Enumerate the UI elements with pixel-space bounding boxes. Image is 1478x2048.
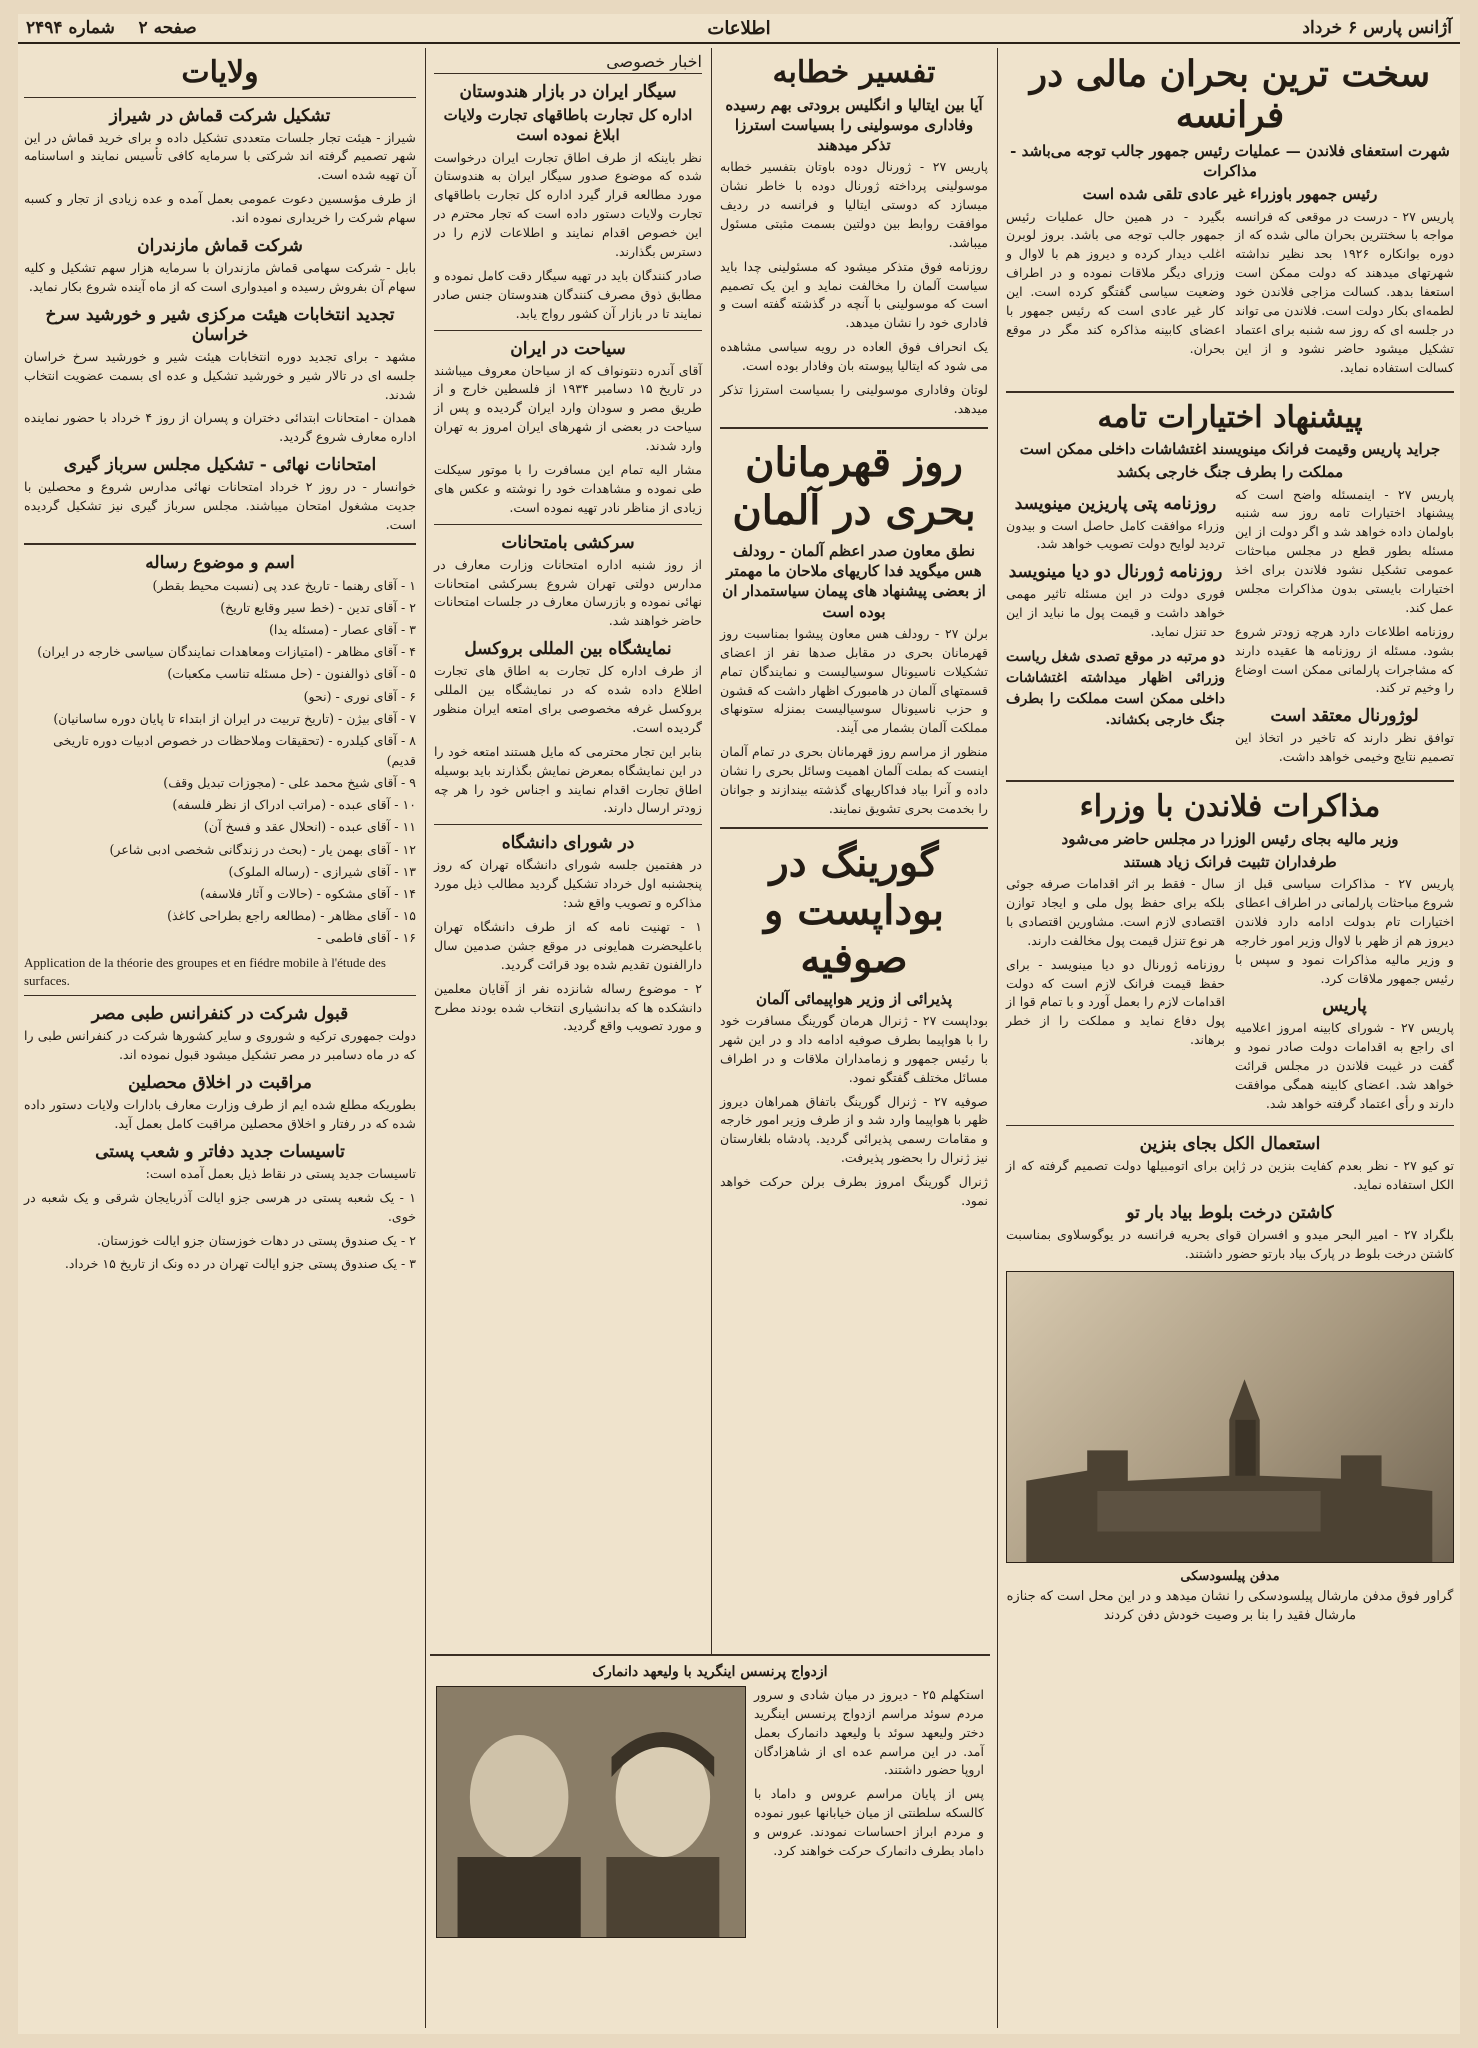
section-private-news: اخبار خصوصی bbox=[434, 52, 702, 74]
headline-theses: اسم و موضوع رساله bbox=[145, 552, 295, 573]
subhead: جراید پاریس وقیمت فرانک مینویسند اغتشاشات داخلی ممکن است bbox=[1019, 440, 1441, 459]
subhead: شهرت استعفای فلاندن — عملیات رئیس جمهور جالب توجه می‌باشد - مذاکرات bbox=[1010, 141, 1450, 181]
headline-france-crisis: سخت ترین بحران مالی در فرانسه bbox=[1029, 53, 1431, 137]
paragraph: توافق نظر دارند که تاخیر در اتخاذ این تصمیم نتایج وخیمی خواهد داشت. bbox=[1235, 730, 1454, 765]
paragraph: ۲ - یک صندوق پستی در دهات خوزستان جزو ایالت خوزستان. bbox=[97, 1232, 416, 1248]
castle-illustration bbox=[1006, 1359, 1453, 1562]
paragraph: بوداپست ۲۷ - ژنرال هرمان گورینگ مسافرت خود را با هواپیما بطرف صوفیه ادامه داد و در این شهر با رئیس جمهور و زمامداران ملاقات و در اطراف مسائل مختلف گفتگو نمود. bbox=[720, 1012, 988, 1085]
paragraph: استکهلم ۲۵ - دیروز در میان شادی و سرور مردم سوئد مراسم ازدواج پرنسس اینگرید دختر ولیعهد سوئد با ولیعهد دانمارک بعمل آمد. در این مراسم عده ای از شاهزادگان اروپا حضور داشتند. bbox=[754, 1686, 984, 1778]
masthead-title: اطلاعات bbox=[707, 17, 771, 39]
paragraph: روزنامه فوق متذکر میشود که مسئولینی چدا باید سیاست آلمان را مخالفت نماید و این یک تصمیم است که موسولینی با آنچه در گذشته گفته است و فاداری خود را نشان میدهد. bbox=[720, 258, 988, 331]
paragraph: تو کیو ۲۷ - نظر بعدم کفایت بنزین در ژاپن برای اتومبیلها دولت تصمیم گرفته که از الکل استفاده نماید. bbox=[1006, 1157, 1454, 1192]
headline-student-conduct: مراقبت در اخلاق محصلین bbox=[128, 1073, 312, 1094]
list-item: ۶ - آقای نوری - (نحو) bbox=[303, 688, 416, 704]
divider bbox=[434, 824, 702, 825]
divider bbox=[720, 827, 988, 829]
paragraph: برلن ۲۷ - رودلف هس معاون پیشوا بمناسبت روز قهرمانان بحری در مقابل صدها نفر از اعضای تشکیلات ناسیونال سوسیالیست و نمایندگان تمام قسمتهای آلمان در هامبورک اظهار داشت که قشون و حزب ناسیونال سوسیالیست بمنزله ستونهای مملکت آلمان بشمار می آیند. bbox=[720, 625, 988, 736]
list-item: ۱۶ - آقای فاطمی - bbox=[317, 930, 416, 946]
masthead bbox=[18, 14, 1460, 44]
divider bbox=[720, 427, 988, 429]
divider bbox=[24, 543, 416, 545]
list-item: ۷ - آقای بیژن - (تاریخ تربیت در ایران از ابتداء تا پایان دوره ساسانیان) bbox=[53, 710, 416, 726]
subhead: پذیرائی از وزیر هواپیمائی آلمان bbox=[755, 989, 953, 1008]
wedding-box bbox=[430, 1654, 990, 2030]
paragraph: بگیرد - در همین حال عملیات رئیس جمهور جالب توجه می باشد. بروز لوبرن اغلب دیدار کرده و دیروز هم با لاوال و وزرای دیگر ملاقات نموده و در اطراف وضعیت سیاسی گفتگو کرده است. این کار غیر عادی است که رئیس جمهور با اعضای کابینه مذاکره کند مگر در موقع بحران. bbox=[1006, 208, 1225, 356]
photo-caption: گراور فوق مدفن مارشال پیلسودسکی را نشان میدهد و در این محل است که جنازه مارشال فقید را بنا بر وصیت خودش دفن کردند bbox=[1006, 1588, 1454, 1624]
paragraph: از طرف مؤسسین دعوت عمومی بعمل آمده و عده زیادی از تجار و کسبه سهام شرکت را خریداری نموده اند. bbox=[24, 191, 416, 226]
paragraph: پاریس ۲۷ - ژورنال دوده باوتان بتفسیر خطابه موسولینی پرداخته ژورنال دوده با خاطر نشان میسازد که دوستی ایتالیا و فرانسه در ردیف موافقت روابط بین دولتین بسمت مثبتی مسئول میباشد. bbox=[720, 159, 988, 250]
column-rule bbox=[425, 48, 426, 2028]
headline-medical-conference: قبول شرکت در کنفرانس طبی مصر bbox=[91, 1004, 349, 1025]
masthead-issue: شماره ۲۴۹۴ bbox=[26, 18, 115, 38]
headline-red-lion: تجدید انتخابات هیئت مرکزی شیر و خورشید سرخ خراسان bbox=[45, 304, 395, 345]
paragraph: بطوریکه مطلع شده ایم از طرف وزارت معارف بادارات ولایات دستور داده شده که در رفتار و اخلاق محصلین مراقبت کامل بعمل آید. bbox=[24, 1097, 416, 1132]
article-body bbox=[1006, 875, 1454, 1119]
headline-flandin-ministers: مذاکرات فلاندن با وزراء bbox=[1079, 789, 1381, 825]
divider bbox=[1006, 391, 1454, 393]
list-item: ۵ - آقای ذوالفنون - (حل مسئله تناسب مکعبات) bbox=[167, 666, 416, 682]
paragraph: یک انحراف فوق العاده در رویه سیاسی مشاهده می شود که ایتالیا پیوسته بان وفادار بوده است. bbox=[720, 339, 988, 374]
bold-quote: دو مرتبه در موقع تصدی شغل ریاست وزرائی اظهار میداشته اغتشاشات داخلی ممکن است مملکت را بطرف جنگ خارجی بکشاند. bbox=[1006, 649, 1225, 728]
paragraph: آقای آندره دنتونواف که از سیاحان معروف میباشند در تاریخ ۱۵ دسامبر ۱۹۳۴ از فلسطین خارج و از طریق مصر و سودان وارد ایران گردیده و پس از سیاحت در بعضی از شهرهای ایران امروز به تهران وارد شدند. bbox=[434, 362, 703, 454]
paragraph: از روز شنبه اداره امتحانات وزارت معارف در مدارس دولتی تهران شروع بسرکشی امتحانات نهائی نموده و بازرسان معارف در جلسات امتحانات حاضر خواهند شد. bbox=[434, 556, 702, 629]
headline-alcohol: استعمال الکل بجای بنزین bbox=[1139, 1133, 1321, 1154]
paragraph: از طرف اداره کل تجارت به اطاق های تجارت اطلاع داده شده که در نمایشگاه بین المللی بروکسل غرفه مخصوصی برای امتعه ایران منظور گردیده است. bbox=[434, 663, 702, 735]
paragraph: بنابر این تجار محترمی که مایل هستند امتعه خود را در این نمایشگاه بمعرض نمایش بگذارند باید بوسیله اطاق تجارت اقدام نمایند و اجناس خود را هر چه زودتر ارسال دارند. bbox=[434, 743, 702, 816]
paragraph: پاریس ۲۷ - شورای کابینه امروز اعلامیه ای راجع به اقدامات دولت صادر نمود و گفت در غیبت فلاندن در مجلس قرائت خواهد شد. اعضای کابینه همگی موافقت دارند و رأی اعتماد گرفته خواهد شد. bbox=[1235, 1020, 1454, 1112]
headline-exams: سرکشی بامتحانات bbox=[501, 532, 635, 553]
paragraph: خوانسار - در روز ۲ خرداد امتحانات نهائی مدارس شروع و محصلین با جدیت مشغول امتحان میباشند. مجلس سرباز گیری نیز تشکیل گردیده است. bbox=[24, 479, 416, 532]
list-item: ۱۱ - آقای عبده - (انحلال عقد و فسخ آن) bbox=[203, 819, 416, 835]
column-provinces bbox=[18, 48, 422, 2028]
paragraph: تاسیسات جدید پستی در نقاط ذیل بعمل آمده است: bbox=[145, 1165, 416, 1181]
portrait-illustration bbox=[437, 1687, 745, 1937]
paragraph: همدان - امتحانات ابتدائی دختران و پسران از روز ۴ خرداد با حضور نماینده اداره معارف شروع گردید. bbox=[24, 410, 416, 445]
paragraph: روزنامه ژورنال دو دیا مینویسد - برای حفظ قیمت فرانک لازم است که دولت اقدامات لازم را بعمل آورد و با تمام قوا از پول دفاع نماید و مملکت را از خطر برهاند. bbox=[1006, 956, 1225, 1048]
subhead: اداره کل تجارت باطاقهای تجارت ولایات ابلاغ نموده است bbox=[443, 106, 693, 145]
headline-mazandaran: شرکت قماش مازندران bbox=[137, 235, 303, 256]
paragraph: ۱ - یک شعبه پستی در هرسی جزو ایالت آذربایجان شرقی و یک شعبه در خوی. bbox=[24, 1189, 416, 1224]
paragraph: بابل - شرکت سهامی قماش مازندران با سرمایه هزار سهم تشکیل و کلیه سهام آن بفروش رسیده و امیدواری است که از ماه آینده شروع بکار نماید. bbox=[24, 259, 416, 294]
list-item: ۱۴ - آقای مشکوه - (حالات و آثار فلاسفه) bbox=[199, 885, 416, 901]
paragraph: بلگراد ۲۷ - امیر البحر میدو و افسران قوای بحریه فرانسه در یوگوسلاوی بمناسبت کاشتن درخت بلوط در پارک بیاد بارتو حضور داشتند. bbox=[1006, 1226, 1454, 1261]
article-body bbox=[1006, 486, 1454, 773]
subheading: روزنامه پتی پاریزین مینویسد bbox=[1014, 493, 1217, 514]
paragraph: فوری دولت در این مسئله تاثیر مهمی خواهد داشت و قیمت پول ما نباید از این حد تنزل نماید. bbox=[1006, 586, 1225, 640]
masthead-page: صفحه ۲ bbox=[138, 18, 197, 38]
paragraph: در هفتمین جلسه شورای دانشگاه تهران که روز پنجشنبه اول خرداد تشکیل گردید مطالب ذیل مورد مذاکره و تصویب واقع شد: bbox=[434, 857, 702, 911]
paragraph: پاریس ۲۷ - اینمسئله واضح است که پیشنهاد اختیارات تامه روز سه شنبه باولمان داده خواهد شد و اگر دولت از این مسئله بطور قطع در مجلس مباحثات عمومی تشکیل نشود فلاندن برای اخذ اختیارات بایستی بدون مذاکرات مجلس عمل کند. bbox=[1235, 486, 1454, 615]
column-france bbox=[1000, 48, 1460, 2028]
masthead-agency: آژانس پارس ۶ خرداد bbox=[1302, 18, 1452, 38]
subhead: مملکت را بطرف جنگ خارجی بکشد bbox=[1116, 463, 1344, 482]
subhead: وزیر مالیه بجای رئیس الوزرا در مجلس حاضر می‌شود bbox=[1061, 829, 1399, 848]
divider bbox=[24, 995, 416, 996]
list-item: ۳ - آقای عصار - (مسئله یدا) bbox=[268, 622, 416, 638]
paragraph: صادر کنندگان باید در تهیه سیگار دقت کامل نموده و مطابق ذوق مصرف کنندگان هندوستان جنس صادر نمایند تا در بازار آن کشور رواج یابد. bbox=[434, 267, 702, 321]
list-item: ۱۵ - آقای مظاهر - (مطالعه راجع بطراحی کاغذ) bbox=[167, 907, 416, 923]
masthead-page-issue bbox=[26, 18, 197, 38]
subheading: لوژورنال معتقد است bbox=[1270, 706, 1419, 727]
column-rule bbox=[997, 48, 998, 2028]
list-item: ۱۳ - آقای شیرازی - (رساله الملوک) bbox=[228, 863, 416, 879]
paragraph: شیراز - هیئت تجار جلسات متعددی تشکیل داده و برای خرید قماش در این شهر تصمیم گرفته اند شرکتی با سرمایه کافی تأسیس نمایند و اساسنامه آن تهیه شده است. bbox=[24, 129, 416, 183]
divider bbox=[24, 97, 416, 98]
headline-shiraz: تشکیل شرکت قماش در شیراز bbox=[109, 105, 331, 126]
paragraph: پاریس ۲۷ - درست در موقعی که فرانسه مواجه با سختترین بحران مالی شده که از دوره بوانکاره ۱۹۲۶ بحد نظیر نداشته شهرتهای میدهند که دولت ممکن است استعفا بدهد. کسالت مزاجی فلاندن خود لطمه‌ای بکار دولت است. فلاندن می تواند در جلسه ای که روز سه شنبه برای اعتماد تشکیل میشود حاضر نشود و از این کسالت استفاده نماید. bbox=[1235, 208, 1454, 375]
headline-provinces: ولایات bbox=[181, 55, 259, 90]
paragraph: ژنرال گورینگ امروز بطرف برلن حرکت خواهد نمود. bbox=[720, 1174, 988, 1208]
list-item: ۸ - آقای کیلدره - (تحقیقات وملاحظات در خصوص ادبیات دوره تاریخی قدیم) bbox=[53, 732, 416, 768]
paragraph: روزنامه اطلاعات دارد هرچه زودتر شروع بشود. مسئله از روزنامه ها عقیده دارند که مشاجرات پارلمانی ممکن است اوضاع را وخیم تر کند. bbox=[1235, 623, 1454, 696]
subheading: پاریس bbox=[1322, 996, 1367, 1017]
photo-pilsudski-tomb bbox=[1006, 1271, 1454, 1563]
paragraph: پاریس ۲۷ - مذاکرات سیاسی قبل از شروع مباحثات پارلمانی در اطراف اعطای اختیارات تام بدولت ادامه دارد فلاندن دیروز هم از ظهر با لاوال وزیر امور خارجه و وزیر مالیه مذاکرات نمود و سپس با رئیس جمهور ملاقات کرد. bbox=[1235, 876, 1454, 986]
subhead: طرفداران تثبیت فرانک زیاد هستند bbox=[1123, 852, 1337, 871]
subheading: روزنامه ژورنال دو دیا مینویسد bbox=[1008, 562, 1223, 583]
headline-university: در شورای دانشگاه bbox=[501, 833, 635, 854]
headline-brussels: نمایشگاه بین المللی بروکسل bbox=[464, 639, 672, 660]
headline-cigarettes: سیگار ایران در بازار هندوستان bbox=[459, 82, 677, 102]
paragraph: سال - فقط بر اثر اقدامات صرفه جوئی بلکه برای حفظ پول ملی و ایجاد توازن اقتصادی لازم است. مشاورین اقتصادی با هر نوع تنزل قیمت پول مخالفت دارند. bbox=[1006, 876, 1225, 948]
list-item: ۲ - آقای تدین - (خط سیر وقایع تاریخ) bbox=[220, 600, 416, 615]
photo-caption-title: مدفن پیلسودسکی bbox=[1180, 1569, 1280, 1585]
subhead: نطق معاون صدر اعظم آلمان - رودلف هس میگوید فدا کاریهای ملاحان ما مهمتر از بعضی پیشنهاد های پیمان سیاستمدار ان بوده است bbox=[722, 541, 986, 621]
paragraph: وزراء موافقت کامل حاصل است و بیدون تردید لوایح دولت تصویب خواهد شد. bbox=[1006, 517, 1225, 552]
article-body bbox=[1006, 208, 1454, 383]
list-item: ۹ - آقای شیخ محمد علی - (مجوزات تبدیل وقف) bbox=[163, 775, 416, 791]
subhead: رئیس جمهور باوزراء غیر عادی تلقی شده است bbox=[1082, 185, 1378, 204]
paragraph: مشهد - برای تجدید دوره انتخابات هیئت شیر و خورشید سرخ خراسان جلسه ای در تالار شیر و خورشید تشکیل و عده ای بسمت عضویت انتخاب شدند. bbox=[24, 348, 416, 402]
paragraph: نظر باینکه از طرف اطاق تجارت ایران درخواست شده که موضوع صدور سیگار ایران به هندوستان مورد مطالعه قرار گیرد اداره کل تجارت باطاقهای تجارت ولایات دستور داده است که تجار محترم در این خصوص اقدام نمایند و اطلاعات لازم را در دسترس بگذارند. bbox=[434, 149, 702, 259]
french-thesis-title: Application de la théorie des groupes et en fiédre mobile à l'étude des surfaces. bbox=[24, 955, 386, 988]
list-item: ۴ - آقای مظاهر - (امتیازات ومعاهدات نمایندگان سیاسی خارجه در ایران) bbox=[37, 644, 416, 660]
headline-travel: سیاحت در ایران bbox=[510, 338, 626, 359]
paragraph: مشار الیه تمام این مسافرت را با موتور سیکلت طی نموده و مشاهدات خود را نوشته و عکس های زیادی از مناظر نادر تهیه نموده است. bbox=[434, 461, 702, 515]
newspaper-page bbox=[18, 14, 1460, 2034]
paragraph: ۱ - تهنیت نامه که از طرف دانشگاه تهران باعلیحضرت همایونی در موقع جشن صدمین سال دارالفنون تقدیم شده بود قرائت گردید. bbox=[434, 919, 702, 972]
paragraph: ۲ - موضوع رساله شانزده نفر از آقایان معلمین دانشکده ها که بدانشیاری انتخاب شده بودند مطرح و مورد تصویب واقع گردید. bbox=[434, 980, 702, 1034]
paragraph: پس از پایان مراسم عروس و داماد با کالسکه سلطنتی از میان خیابانها عبور نموده و مردم ابراز احساسات نمودند. عروس و داماد بطرف دانمارک حرکت خواهند کرد. bbox=[754, 1786, 984, 1859]
headline-full-powers: پیشنهاد اختیارات تامه bbox=[1097, 399, 1363, 435]
divider bbox=[1006, 780, 1454, 782]
divider bbox=[1006, 1125, 1454, 1126]
headline-speech-commentary: تفسیر خطابه bbox=[772, 55, 936, 90]
list-item: ۱۰ - آقای عبده - (مراتب ادراک از نظر فلسفه) bbox=[172, 797, 416, 813]
paragraph: صوفیه ۲۷ - ژنرال گورینگ باتفاق همراهان دیروز ظهر با هواپیما وارد شد و از طرف وزیر امور خارجه و مقامات رسمی پذیرائی گردید. پادشاه بلغارستان نیز ژنرال را بحضور پذیرفت. bbox=[720, 1093, 988, 1166]
paragraph: لوتان وفاداری موسولینی را بسیاست استرزا تذکر میدهد. bbox=[720, 382, 988, 416]
paragraph: ۳ - یک صندوق پستی جزو ایالت تهران در ده ونک از تاریخ ۱۵ خرداد. bbox=[64, 1256, 416, 1272]
list-item: ۱۲ - آقای بهمن یار - (بحث در زندگانی شخصی ادبی شاعر) bbox=[109, 841, 416, 857]
headline-final-exams: امتحانات نهائی - تشکیل مجلس سرباز گیری bbox=[63, 455, 377, 476]
headline-naval-heroes: روز قهرمانان بحری در آلمان bbox=[732, 438, 976, 534]
wedding-title: ازدواج پرنسس اینگرید با ولیعهد دانمارک bbox=[592, 1664, 828, 1680]
paragraph: دولت جمهوری ترکیه و شوروی و سایر کشورها شرکت در کنفرانس طبی را که در ماه دسامبر در مصر تشکیل میشود قبول نموده اند. bbox=[24, 1028, 416, 1063]
headline-oak-tree: کاشتن درخت بلوط بیاد بار تو bbox=[1126, 1202, 1334, 1223]
photo-royal-couple bbox=[436, 1686, 746, 1938]
theses-list bbox=[24, 576, 416, 948]
divider bbox=[434, 330, 702, 331]
paragraph: منظور از مراسم روز قهرمانان بحری در تمام آلمان اینست که بملت آلمان اهمیت وسائل بحری را نشان داده و آنرا بیاد فداکاریهای گذشته بیندازند و جوانان را بخدمت بحری تشویق نمایند. bbox=[720, 744, 988, 816]
headline-goering: گورینگ در بوداپست و صوفیه bbox=[763, 838, 945, 982]
headline-postal: تاسیسات جدید دفاتر و شعب پستی bbox=[95, 1141, 345, 1162]
divider bbox=[434, 524, 702, 525]
subhead: آیا بین ایتالیا و انگلیس برودتی بهم رسیده وفاداری موسولینی را بسیاست استرزا تذکر میدهند bbox=[725, 95, 983, 154]
list-item: ۱ - آقای رهنما - تاریخ عدد پی (نسبت محیط بقطر) bbox=[152, 577, 416, 593]
